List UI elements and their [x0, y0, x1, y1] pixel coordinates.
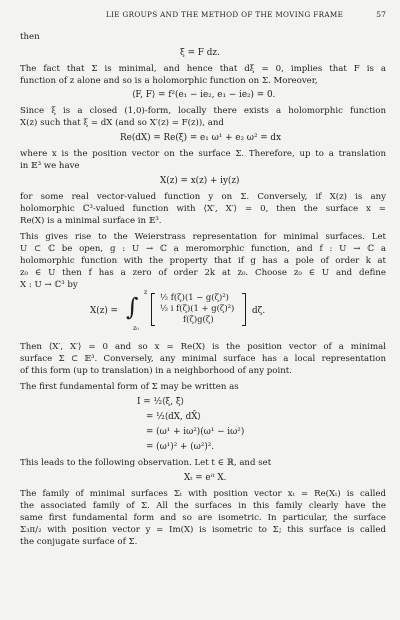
- matrix-row-2: ½ i f(ζ)(1 + g(ζ)²): [160, 303, 235, 313]
- dzeta: dζ.: [252, 306, 266, 316]
- text-line: the conjugate surface of Σ.: [20, 537, 138, 547]
- text-line: The family of minimal surfaces Σₜ with position vector xₜ = Re(Xₜ) is called: [20, 489, 386, 499]
- text-line: This leads to the following observation. Let t ∈ ℝ, and set: [20, 458, 272, 468]
- text-line: The fact that Σ is minimal, and hence that dξ = 0, implies that F is a: [20, 64, 386, 74]
- running-title: LIE GROUPS AND THE METHOD OF THE MOVING FRAME: [106, 10, 344, 19]
- text-line: z₀ ∈ U then f has a zero of order 2k at z₀. Choose z₀ ∈ U and define: [20, 268, 386, 278]
- text-line: the associated family of Σ. All the surfaces in this family clearly have the: [20, 501, 386, 511]
- fundamental-form-line-1: I = ½⟨ξ, ξ̄⟩: [137, 397, 185, 407]
- page-number: 57: [376, 10, 386, 19]
- matrix-right-bracket: [242, 293, 246, 326]
- equation-xi: ξ = F dz.: [180, 48, 220, 58]
- integral-lower-limit: z₀: [133, 325, 139, 332]
- fundamental-form-line-2: = ½⟨dX, dX̄⟩: [146, 412, 201, 422]
- text-line: holomorphic ℂ³-valued function with ⟨X′, X′⟩ = 0, then the surface x =: [20, 204, 386, 214]
- text-line: in 𝔼³ we have: [20, 161, 80, 171]
- equation-FF: ⟨F, F⟩ = f²(e₁ − ie₂, e₁ − ie₂) = 0.: [132, 90, 276, 100]
- matrix-left-bracket: [151, 293, 155, 326]
- equation-Xz: X(z) = x(z) + iy(z): [160, 176, 240, 186]
- text-line: of this form (up to translation) in a neighborhood of any point.: [20, 366, 292, 376]
- equation-lhs: X(z) =: [90, 306, 118, 316]
- text-line: holomorphic function with the property that if g has a pole of order k at: [20, 256, 386, 266]
- running-header: [38, 10, 388, 24]
- text-line: then: [20, 32, 40, 42]
- text-line: Then ⟨X′, X′⟩ = 0 and so x = Re(X) is the position vector of a minimal: [20, 342, 386, 352]
- text-line: for some real vector-valued function y on Σ. Conversely, if X(z) is any: [20, 192, 386, 202]
- equation-Xt: Xₜ = eⁱᵗ X.: [184, 473, 227, 483]
- text-line: U ⊂ ℂ be open, g : U → ℂ a meromorphic function, and f : U → ℂ a: [20, 244, 386, 254]
- text-line: This gives rise to the Weierstrass representation for minimal surfaces. Let: [20, 232, 386, 242]
- text-line: Re(X) is a minimal surface in 𝔼³.: [20, 216, 162, 226]
- equation-ReDX: Re(dX) = Re(ξ) = e₁ ω¹ + e₂ ω² = dx: [120, 133, 282, 143]
- page-body: [20, 30, 386, 614]
- text-line: Since ξ is a closed (1,0)-form, locally there exists a holomorphic function: [20, 106, 386, 116]
- integral-sign: ∫: [126, 293, 139, 321]
- fundamental-form-line-3: = (ω¹ + iω²)(ω¹ − iω²): [146, 427, 245, 437]
- matrix-row-1: ½ f(ζ)(1 − g(ζ)²): [160, 292, 229, 302]
- text-line: surface Σ ⊂ 𝔼³. Conversely, any minimal surface has a local representation: [20, 354, 386, 364]
- matrix-row-3: f(ζ)g(ζ): [183, 314, 214, 324]
- text-line: same first fundamental form and so are isometric. In particular, the surface: [20, 513, 386, 523]
- fundamental-form-line-4: = (ω¹)² + (ω²)².: [146, 442, 215, 452]
- text-line: X(z) such that ξ = dX (and so X′(z) = F(z)), and: [20, 118, 224, 128]
- text-line: where x is the position vector on the surface Σ. Therefore, up to a translation: [20, 149, 386, 159]
- text-line: The first fundamental form of Σ may be written as: [20, 382, 239, 392]
- text-line: X : U → ℂ³ by: [20, 280, 78, 290]
- integral-upper-limit: z: [144, 289, 148, 296]
- text-line: function of z alone and so is a holomorphic function on Σ. Moreover,: [20, 76, 318, 86]
- text-line: Σ₃π/₂ with position vector y = Im(X) is isometric to Σ; this surface is called: [20, 525, 386, 535]
